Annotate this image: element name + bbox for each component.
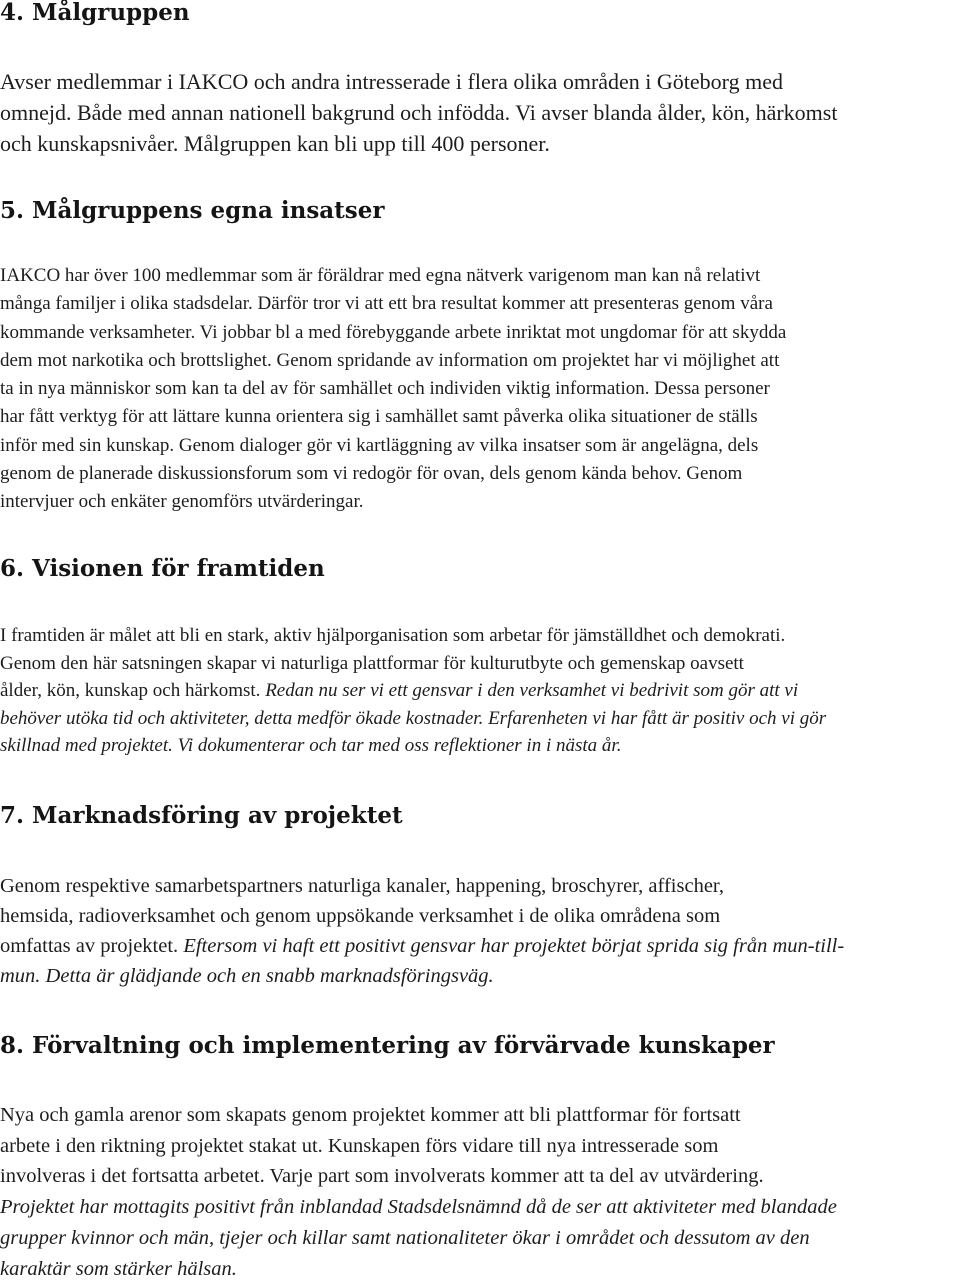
text-line: ta in nya människor som kan ta del av för samhället och individen viktig information. Dessa personer [0,378,770,400]
text-line: intervjuer och enkäter genomförs utvärderingar. [0,491,364,513]
text-line: Avser medlemmar i IAKCO och andra intresserade i flera olika områden i Göteborg med [0,69,783,94]
text-line: hemsida, radioverksamhet och genom uppsökande verksamhet i de olika områdena som [0,905,721,927]
paragraph-visionen [0,622,826,760]
italic-text-line: Projektet har mottagits positivt från inblandad Stadsdelsnämnd då de ser att aktiviteter med blandade [0,1196,837,1219]
text-line: arbete i den riktning projektet stakat ut. Kunskapen förs vidare till nya intresserade som [0,1134,719,1157]
text-run: omfattas av projektet. [0,935,184,957]
text-line [0,931,844,961]
text-line: omnejd. Både med annan nationell bakgrund och infödda. Vi avser blanda ålder, kön, härkomst [0,100,838,125]
paragraph-marknadsforing [0,871,844,991]
text-line: kommande verksamheter. Vi jobbar bl a med förebyggande arbete inriktat mot ungdomar för att skydda [0,321,787,343]
text-line: I framtiden är målet att bli en stark, aktiv hjälporganisation som arbetar för jämställdhet och demokrati. [0,625,786,646]
italic-text-run: Redan nu ser vi ett gensvar i den verksamhet vi bedrivit som gör att vi [265,680,799,701]
italic-text-line: karaktär som stärker hälsan. [0,1257,237,1280]
text-line: Nya och gamla arenor som skapats genom projektet kommer att bli plattformar för fortsatt [0,1104,741,1126]
paragraph-malgruppen [0,66,837,159]
section-heading-forvaltning: 8. Förvaltning och implementering av förvärvade kunskaper [0,1032,775,1059]
italic-text-line: skillnad med projektet. Vi dokumenterar och tar med oss reflektioner in i nästa år. [0,735,622,756]
text-line: dem mot narkotika och brottslighet. Genom spridande av information om projektet har vi möjlighet att [0,349,780,371]
italic-text-line: mun. Detta är glädjande och en snabb marknadsföringsväg. [0,965,494,987]
text-line: Genom respektive samarbetspartners naturliga kanaler, happening, broschyrer, affischer, [0,875,725,897]
text-line: många familjer i olika stadsdelar. Därför tror vi att ett bra resultat kommer att presenteras genom våra [0,293,773,315]
section-heading-marknadsforing: 7. Marknadsföring av projektet [0,802,403,829]
text-line: genom de planerade diskussionsforum som vi redogör för ovan, dels genom kända behov. Genom [0,463,743,485]
text-line: IAKCO har över 100 medlemmar som är föräldrar med egna nätverk varigenom man kan nå relativt [0,265,761,286]
text-line [0,677,826,705]
section-heading-egna-insatser: 5. Målgruppens egna insatser [0,197,385,224]
section-heading-visionen: 6. Visionen för framtiden [0,555,325,582]
paragraph-forvaltning [0,1100,837,1284]
paragraph-egna-insatser [0,262,786,517]
text-line: har fått verktyg för att lättare kunna orientera sig i samhället samt påverka olika situationer de ställs [0,406,758,428]
italic-text-line: grupper kvinnor och män, tjejer och killar samt nationaliteter ökar i området och dessutom av den [0,1226,810,1249]
text-line: Genom den här satsningen skapar vi naturliga plattformar för kulturutbyte och gemenskap oavsett [0,652,744,674]
text-line: inför med sin kunskap. Genom dialoger gör vi kartläggning av vilka insatser som är angelägna, dels [0,434,759,456]
text-line: involveras i det fortsatta arbetet. Varje part som involverats kommer att ta del av utvärdering. [0,1165,764,1188]
italic-text-line: behöver utöka tid och aktiviteter, detta medför ökade kostnader. Erfarenheten vi har fått är positiv och vi gör [0,707,827,729]
section-heading-malgruppen: 4. Målgruppen [0,0,190,26]
text-run: ålder, kön, kunskap och härkomst. [0,680,266,701]
text-line: och kunskapsnivåer. Målgruppen kan bli upp till 400 personer. [0,131,550,156]
italic-text-run: Eftersom vi haft ett positivt gensvar har projektet börjat sprida sig från mun-till- [183,935,845,957]
